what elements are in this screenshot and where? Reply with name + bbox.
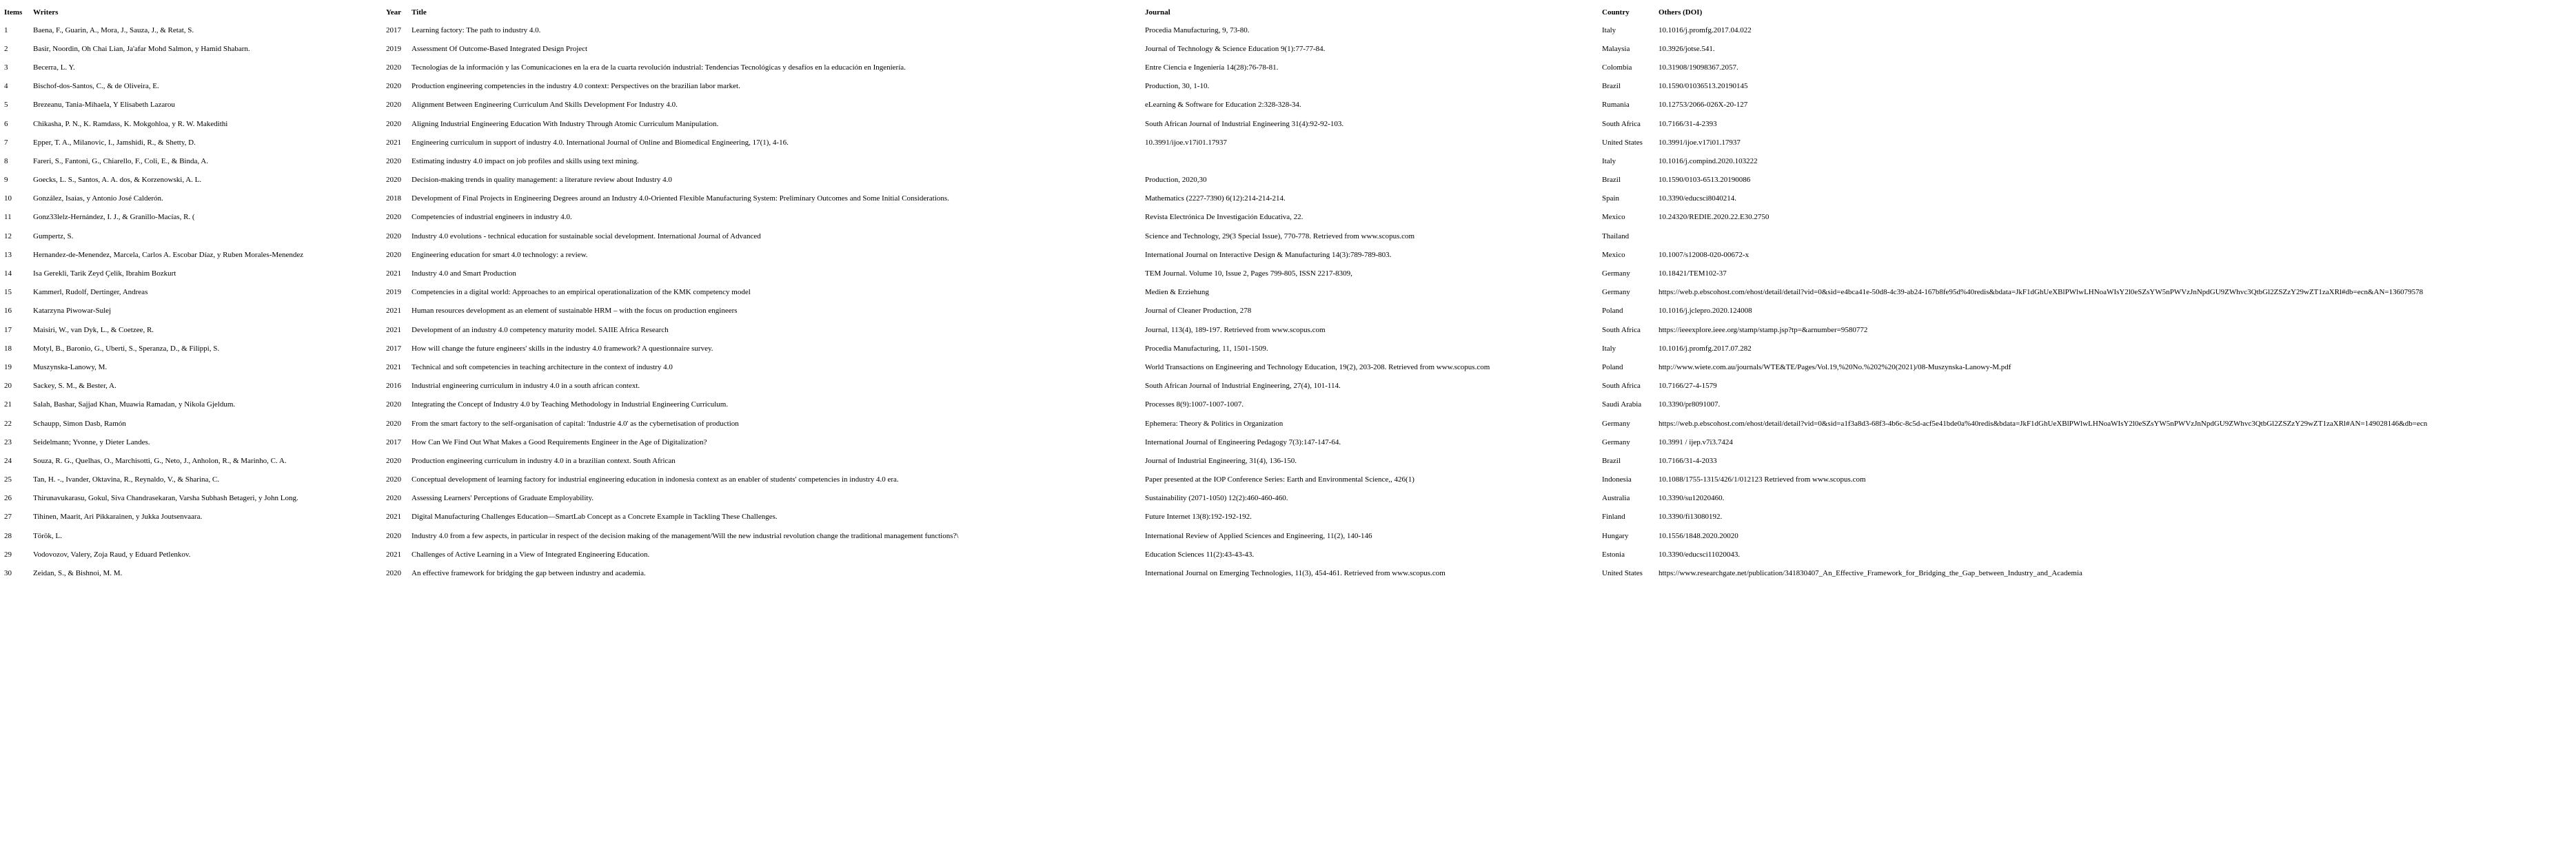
country-cell: Germany: [1602, 288, 1630, 297]
writers-cell: González, Isaías, y Antonio José Calderón.: [33, 194, 163, 203]
writers-cell: Vodovozov, Valery, Zoja Raud, y Eduard Petlenkov.: [33, 550, 191, 559]
writers-cell: Thirunavukarasu, Gokul, Siva Chandrasekaran, Varsha Subhash Betageri, y John Long.: [33, 494, 298, 503]
journal-cell: Education Sciences 11(2):43-43-43.: [1145, 550, 1255, 559]
item-number-cell: 14: [4, 269, 12, 278]
title-cell: Challenges of Active Learning in a View of Integrated Engineering Education.: [412, 550, 650, 559]
item-number-cell: 25: [4, 475, 12, 484]
year-cell: 2020: [386, 101, 401, 110]
journal-cell: 10.3991/ijoe.v17i01.17937: [1145, 138, 1227, 147]
doi-cell: 10.31908/19098367.2057.: [1659, 63, 1738, 72]
doi-cell: [1657, 227, 2567, 245]
journal-cell: Journal of Technology & Science Education 9(1):77-77-84.: [1145, 44, 1326, 53]
writers-cell: Hernandez-de-Menendez, Marcela, Carlos A. Escobar Díaz, y Ruben Morales-Menendez: [33, 250, 304, 259]
country-cell: Italy: [1602, 156, 1616, 165]
table-row: [3, 77, 2567, 96]
title-cell: Tecnologías de la información y las Comunicaciones en la era de la cuarta revolución industrial: Tendencias Tecnológicas y desafíos en la educación en Ingeniería.: [412, 63, 906, 72]
writers-cell: Zeidan, S., & Bishnoi, M. M.: [33, 569, 123, 578]
country-cell: Thailand: [1602, 231, 1630, 240]
title-cell: An effective framework for bridging the gap between industry and academia.: [412, 569, 646, 578]
doi-cell: 10.1590/01036513.20190145: [1659, 82, 1748, 91]
year-cell: 2019: [386, 44, 401, 53]
journal-cell: Sustainability (2071-1050) 12(2):460-460-460.: [1145, 494, 1288, 503]
table-row: [3, 114, 2567, 133]
item-number-cell: 4: [4, 82, 8, 91]
journal-cell: Journal, 113(4), 189-197. Retrieved from www.scopus.com: [1145, 325, 1326, 334]
year-cell: 2020: [386, 119, 401, 128]
country-cell: Poland: [1602, 307, 1623, 316]
item-number-cell: 9: [4, 176, 8, 185]
title-cell: Competencies of industrial engineers in industry 4.0.: [412, 213, 572, 222]
table-row: [3, 152, 2567, 170]
item-number-cell: 26: [4, 494, 12, 503]
table-row: [3, 39, 2567, 58]
year-cell: 2020: [386, 494, 401, 503]
year-cell: 2020: [386, 531, 401, 540]
doi-cell: 10.1007/s12008-020-00672-x: [1659, 250, 1750, 259]
journal-cell: Medien & Erziehung: [1145, 288, 1209, 297]
title-cell: Human resources development as an element of sustainable HRM – with the focus on production engineers: [412, 307, 738, 316]
year-cell: 2020: [386, 231, 401, 240]
item-number-cell: 1: [4, 25, 8, 34]
table-row: [3, 508, 2567, 526]
item-number-cell: 8: [4, 156, 8, 165]
doi-cell: 10.3390/fi13080192.: [1659, 513, 1723, 522]
title-cell: Assessment Of Outcome-Based Integrated Design Project: [412, 44, 588, 53]
title-cell: Industrial engineering curriculum in industry 4.0 in a south african context.: [412, 382, 640, 391]
item-number-cell: 19: [4, 362, 12, 371]
country-cell: Spain: [1602, 194, 1620, 203]
writers-cell: Motyl, B., Baronio, G., Uberti, S., Speranza, D., & Filippi, S.: [33, 344, 220, 353]
country-cell: Saudi Arabia: [1602, 400, 1642, 409]
doi-cell: 10.3390/educsci8040214.: [1659, 194, 1737, 203]
journal-cell: Production, 30, 1-10.: [1145, 82, 1210, 91]
item-number-cell: 12: [4, 231, 12, 240]
writers-cell: Chikasha, P. N., K. Ramdass, K. Mokgohloa, y R. W. Makedithi: [33, 119, 228, 128]
table-row: [3, 96, 2567, 114]
table-row: [3, 564, 2567, 582]
journal-cell: TEM Journal. Volume 10, Issue 2, Pages 799-805, ISSN 2217-8309,: [1145, 269, 1352, 278]
table-row: [3, 339, 2567, 358]
doi-cell: 10.24320/REDIE.2020.22.E30.2750: [1659, 213, 1769, 222]
year-cell: 2020: [386, 176, 401, 185]
writers-cell: Gonz33lelz-Hernández, I. J., & Granillo-Macías, R. (: [33, 213, 195, 222]
country-cell: Hungary: [1602, 531, 1629, 540]
doi-cell: 10.1088/1755-1315/426/1/012123 Retrieved from www.scopus.com: [1659, 475, 1866, 484]
doi-cell: 10.12753/2066-026X-20-127: [1659, 101, 1748, 110]
table-row: [3, 302, 2567, 320]
journal-cell: Paper presented at the IOP Conference Series: Earth and Environmental Science,, 426(1): [1145, 475, 1414, 484]
title-cell: Development of Final Projects in Engineering Degrees around an Industry 4.0-Oriented Flexible Manufacturing System: Preliminary Outcomes and Some Initial Considerations.: [412, 194, 949, 203]
title-cell: Engineering education for smart 4.0 technology: a review.: [412, 250, 588, 259]
item-number-cell: 30: [4, 569, 12, 578]
journal-cell: Future Internet 13(8):192-192-192.: [1145, 513, 1252, 522]
doi-cell: 10.7166/31-4-2033: [1659, 456, 1717, 465]
journal-cell: [1144, 152, 1601, 170]
country-cell: Mexico: [1602, 213, 1625, 222]
item-number-cell: 28: [4, 531, 12, 540]
writers-cell: Seidelmann; Yvonne, y Dieter Landes.: [33, 438, 150, 446]
doi-cell: 10.3390/su12020460.: [1659, 494, 1725, 503]
title-cell: How Can We Find Out What Makes a Good Requirements Engineer in the Age of Digitalization?: [412, 438, 707, 446]
writers-cell: Bischof-dos-Santos, C., & de Oliveira, E.: [33, 82, 159, 91]
year-cell: 2020: [386, 400, 401, 409]
title-cell: Alignment Between Engineering Curriculum And Skills Development For Industry 4.0.: [412, 101, 678, 110]
journal-cell: Entre Ciencia e Ingeniería 14(28):76-78-81.: [1145, 63, 1279, 72]
journal-cell: Journal of Industrial Engineering, 31(4), 136-150.: [1145, 456, 1297, 465]
year-cell: 2020: [386, 419, 401, 428]
journal-cell: Ephemera: Theory & Politics in Organization: [1145, 419, 1284, 428]
writers-cell: Tihinen, Maarit, Ari Pikkarainen, y Jukka Joutsenvaara.: [33, 513, 203, 522]
table-row: [3, 227, 2567, 245]
country-cell: South Africa: [1602, 382, 1641, 391]
country-cell: South Africa: [1602, 325, 1641, 334]
year-cell: 2020: [386, 63, 401, 72]
writers-cell: Maisiri, W., van Dyk, L., & Coetzee, R.: [33, 325, 154, 334]
writers-cell: Gumpertz, S.: [33, 231, 74, 240]
table-row: [3, 58, 2567, 76]
country-cell: Brazil: [1602, 176, 1621, 185]
item-number-cell: 16: [4, 307, 12, 316]
journal-cell: Mathematics (2227-7390) 6(12):214-214-214.: [1145, 194, 1286, 203]
item-number-cell: 23: [4, 438, 12, 446]
doi-cell: 10.1016/j.compind.2020.103222: [1659, 156, 1758, 165]
table-row: [3, 283, 2567, 302]
doi-cell: 10.7166/27-4-1579: [1659, 382, 1717, 391]
doi-cell: 10.1016/j.promfg.2017.04.022: [1659, 25, 1752, 34]
title-cell: Assessing Learners' Perceptions of Graduate Employability.: [412, 494, 594, 503]
title-cell: Estimating industry 4.0 impact on job profiles and skills using text mining.: [412, 156, 639, 165]
title-cell: Development of an industry 4.0 competency maturity model. SAIIE Africa Research: [412, 325, 669, 334]
doi-cell: 10.1016/j.jclepro.2020.124008: [1659, 307, 1752, 316]
table-row: [3, 358, 2567, 376]
year-cell: 2017: [386, 438, 401, 446]
doi-cell: 10.1556/1848.2020.20020: [1659, 531, 1738, 540]
writers-cell: Becerra, L. Y.: [33, 63, 75, 72]
doi-cell: https://www.researchgate.net/publication/341830407_An_Effective_Framework_for_Bridging_the_Gap_between_Industry_and_Academia: [1659, 569, 2082, 578]
title-cell: Production engineering curriculum in industry 4.0 in a brazilian context. South African: [412, 456, 676, 465]
year-cell: 2021: [386, 269, 401, 278]
header-journal: Journal: [1145, 8, 1170, 17]
doi-cell: 10.3390/pr8091007.: [1659, 400, 1721, 409]
journal-cell: Science and Technology, 29(3 Special Issue), 770-778. Retrieved from www.scopus.com: [1145, 231, 1415, 240]
journal-cell: International Journal on Interactive Design & Manufacturing 14(3):789-789-803.: [1145, 250, 1392, 259]
country-cell: Italy: [1602, 25, 1616, 34]
header-country: Country: [1602, 8, 1630, 17]
table-row: [3, 471, 2567, 489]
header-items: Items: [4, 8, 23, 17]
writers-cell: Salah, Bashar, Sajjad Khan, Muawia Ramadan, y Nikola Gjeldum.: [33, 400, 236, 409]
header-writers: Writers: [33, 8, 59, 17]
country-cell: South Africa: [1602, 119, 1641, 128]
table-row: [3, 395, 2567, 414]
item-number-cell: 2: [4, 44, 8, 53]
item-number-cell: 5: [4, 101, 8, 110]
writers-cell: Goecks, L. S., Santos, A. A. dos, & Korzenowski, A. L.: [33, 176, 202, 185]
title-cell: Industry 4.0 and Smart Production: [412, 269, 516, 278]
year-cell: 2020: [386, 156, 401, 165]
year-cell: 2020: [386, 213, 401, 222]
table-row: [3, 245, 2567, 264]
country-cell: Poland: [1602, 362, 1623, 371]
table-row: [3, 433, 2567, 451]
doi-cell: 10.3926/jotse.541.: [1659, 44, 1715, 53]
title-cell: Competencies in a digital world: Approaches to an empirical operationalization of the KMK competency model: [412, 288, 751, 297]
item-number-cell: 27: [4, 513, 12, 522]
header-doi: Others (DOI): [1659, 8, 1703, 17]
country-cell: Indonesia: [1602, 475, 1632, 484]
year-cell: 2021: [386, 138, 401, 147]
title-cell: How will change the future engineers' skills in the industry 4.0 framework? A questionnaire survey.: [412, 344, 713, 353]
table-row: [3, 21, 2567, 39]
title-cell: Industry 4.0 evolutions - technical education for sustainable social development. International Journal of Advanced: [412, 231, 761, 240]
year-cell: 2020: [386, 456, 401, 465]
header-year: Year: [386, 8, 401, 17]
header-row: [3, 4, 2567, 21]
journal-cell: Revista Electrónica De Investigación Educativa, 22.: [1145, 213, 1304, 222]
table-row: [3, 414, 2567, 433]
item-number-cell: 11: [4, 213, 12, 222]
doi-cell: https://web.p.ebscohost.com/ehost/detail/detail?vid=0&sid=a1f3a8d3-68f3-4b6c-8c5d-acf5e41bde0a%40redis&bdata=JkF1dGhUeXBlPWlwLHNoaWIsY2l0eSZsYW5nPWVzJnNpdGU9ZWhvc3QtbGl2ZSZzY29wZT1zaXRl#AN=149028146&db=ecn: [1659, 419, 2428, 428]
doi-cell: http://www.wiete.com.au/journals/WTE&TE/Pages/Vol.19,%20No.%202%20(2021)/08-Muszynska-Lanowy-M.pdf: [1659, 362, 2011, 371]
doi-cell: 10.18421/TEM102-37: [1659, 269, 1727, 278]
journal-cell: South African Journal of Industrial Engineering 31(4):92-92-103.: [1145, 119, 1344, 128]
doi-cell: 10.3991 / ijep.v7i3.7424: [1659, 438, 1733, 446]
country-cell: Germany: [1602, 419, 1630, 428]
title-cell: Technical and soft competencies in teaching architecture in the context of industry 4.0: [412, 362, 673, 371]
item-number-cell: 7: [4, 138, 8, 147]
item-number-cell: 13: [4, 250, 12, 259]
journal-cell: eLearning & Software for Education 2:328-328-34.: [1145, 101, 1301, 110]
item-number-cell: 24: [4, 456, 12, 465]
doi-cell: https://web.p.ebscohost.com/ehost/detail/detail?vid=0&sid=e4bca41e-50d8-4c39-ab24-167b8fe95d%40redis&bdata=JkF1dGhUeXBlPWlwLHNoaWIsY2l0eSZsYW5nPWVzJnNpdGU9ZWhvc3QtbGl2ZSZzY29wZT1zaXRl#db=ecn&AN=136079578: [1659, 288, 2424, 297]
table-row: [3, 320, 2567, 339]
writers-cell: Katarzyna Piwowar-Sulej: [33, 307, 112, 316]
item-number-cell: 29: [4, 550, 12, 559]
year-cell: 2019: [386, 288, 401, 297]
title-cell: Conceptual development of learning factory for industrial engineering education in indonesia context as an enabler of students' competencies in industry 4.0 era.: [412, 475, 899, 484]
item-number-cell: 20: [4, 382, 12, 391]
title-cell: Learning factory: The path to industry 4.0.: [412, 25, 541, 34]
table-row: [3, 451, 2567, 470]
writers-cell: Baena, F., Guarin, A., Mora, J., Sauza, J., & Retat, S.: [33, 25, 194, 34]
writers-cell: Török, L.: [33, 531, 62, 540]
table-row: [3, 526, 2567, 545]
doi-cell: https://ieeexplore.ieee.org/stamp/stamp.jsp?tp=&arnumber=9580772: [1659, 325, 1868, 334]
table-row: [3, 545, 2567, 564]
country-cell: Colombia: [1602, 63, 1632, 72]
country-cell: Australia: [1602, 494, 1630, 503]
year-cell: 2020: [386, 475, 401, 484]
references-table: [3, 4, 2567, 583]
country-cell: Brazil: [1602, 456, 1621, 465]
country-cell: Malaysia: [1602, 44, 1630, 53]
doi-cell: 10.1590/0103-6513.20190086: [1659, 176, 1751, 185]
item-number-cell: 15: [4, 288, 12, 297]
title-cell: Aligning Industrial Engineering Education With Industry Through Atomic Curriculum Manipulation.: [412, 119, 719, 128]
country-cell: United States: [1602, 138, 1643, 147]
year-cell: 2020: [386, 569, 401, 578]
title-cell: Production engineering competencies in the industry 4.0 context: Perspectives on the brazilian labor market.: [412, 82, 740, 91]
journal-cell: Production, 2020,30: [1145, 176, 1207, 185]
year-cell: 2017: [386, 25, 401, 34]
table-row: [3, 189, 2567, 208]
journal-cell: Processes 8(9):1007-1007-1007.: [1145, 400, 1244, 409]
title-cell: Decision-making trends in quality management: a literature review about Industry 4.0: [412, 176, 672, 185]
title-cell: Engineering curriculum in support of industry 4.0. International Journal of Online and Biomedical Engineering, 17(1), 4-16.: [412, 138, 789, 147]
journal-cell: Procedia Manufacturing, 9, 73-80.: [1145, 25, 1250, 34]
header-title: Title: [412, 8, 427, 17]
item-number-cell: 17: [4, 325, 12, 334]
doi-cell: 10.3390/educsci11020043.: [1659, 550, 1741, 559]
title-cell: Integrating the Concept of Industry 4.0 by Teaching Methodology in Industrial Engineering Curriculum.: [412, 400, 729, 409]
item-number-cell: 6: [4, 119, 8, 128]
table-row: [3, 377, 2567, 395]
item-number-cell: 3: [4, 63, 8, 72]
title-cell: Industry 4.0 from a few aspects, in particular in respect of the decision making of the management/Will the new industrial revolution change the traditional management functions?\: [412, 531, 959, 540]
year-cell: 2020: [386, 250, 401, 259]
writers-cell: Souza, R. G., Quelhas, O., Marchisotti, G., Neto, J., Anholon, R., & Marinho, C. A.: [33, 456, 287, 465]
journal-cell: World Transactions on Engineering and Technology Education, 19(2), 203-208. Retrieved from www.scopus.com: [1145, 362, 1490, 371]
writers-cell: Epper, T. A., Milanovic, I., Jamshidi, R., & Shetty, D.: [33, 138, 196, 147]
item-number-cell: 18: [4, 344, 12, 353]
journal-cell: South African Journal of Industrial Engineering, 27(4), 101-114.: [1145, 382, 1341, 391]
year-cell: 2021: [386, 550, 401, 559]
table-row: [3, 133, 2567, 152]
writers-cell: Tan, H. -., Ivander, Oktavina, R., Reynaldo, V., & Sharina, C.: [33, 475, 219, 484]
writers-cell: Sackey, S. M., & Bester, A.: [33, 382, 116, 391]
journal-cell: Procedia Manufacturing, 11, 1501-1509.: [1145, 344, 1268, 353]
year-cell: 2016: [386, 382, 401, 391]
country-cell: United States: [1602, 569, 1643, 578]
writers-cell: Basir, Noordin, Oh Chai Lian, Ja'afar Mohd Salmon, y Hamid Shabarn.: [33, 44, 250, 53]
year-cell: 2020: [386, 82, 401, 91]
table-row: [3, 489, 2567, 508]
country-cell: Finland: [1602, 513, 1625, 522]
writers-cell: Kammerl, Rudolf, Dertinger, Andreas: [33, 288, 148, 297]
year-cell: 2017: [386, 344, 401, 353]
writers-cell: Schaupp, Simon Dasb, Ramón: [33, 419, 126, 428]
title-cell: From the smart factory to the self-organisation of capital: 'Industrie 4.0' as the cybernetisation of production: [412, 419, 739, 428]
journal-cell: International Review of Applied Sciences and Engineering, 11(2), 140-146: [1145, 531, 1372, 540]
country-cell: Germany: [1602, 269, 1630, 278]
writers-cell: Brezeanu, Tania-Mihaela, Y Elisabeth Lazarou: [33, 101, 175, 110]
item-number-cell: 10: [4, 194, 12, 203]
country-cell: Germany: [1602, 438, 1630, 446]
table-row: [3, 208, 2567, 227]
country-cell: Brazil: [1602, 82, 1621, 91]
doi-cell: 10.7166/31-4-2393: [1659, 119, 1717, 128]
item-number-cell: 21: [4, 400, 12, 409]
title-cell: Digital Manufacturing Challenges Education—SmartLab Concept as a Concrete Example in Tackling These Challenges.: [412, 513, 778, 522]
doi-cell: 10.3991/ijoe.v17i01.17937: [1659, 138, 1741, 147]
table-row: [3, 171, 2567, 189]
year-cell: 2021: [386, 362, 401, 371]
year-cell: 2021: [386, 513, 401, 522]
year-cell: 2021: [386, 325, 401, 334]
year-cell: 2021: [386, 307, 401, 316]
journal-cell: International Journal on Emerging Technologies, 11(3), 454-461. Retrieved from www.scopus.com: [1145, 569, 1446, 578]
item-number-cell: 22: [4, 419, 12, 428]
country-cell: Mexico: [1602, 250, 1625, 259]
journal-cell: International Journal of Engineering Pedagogy 7(3):147-147-64.: [1145, 438, 1341, 446]
journal-cell: Journal of Cleaner Production, 278: [1145, 307, 1252, 316]
country-cell: Estonia: [1602, 550, 1625, 559]
writers-cell: Fareri, S., Fantoni, G., Chiarello, F., Coli, E., & Binda, A.: [33, 156, 208, 165]
year-cell: 2018: [386, 194, 401, 203]
country-cell: Italy: [1602, 344, 1616, 353]
doi-cell: 10.1016/j.promfg.2017.07.282: [1659, 344, 1752, 353]
writers-cell: Isa Gerekli, Tarik Zeyd Çelik, Ibrahim Bozkurt: [33, 269, 176, 278]
writers-cell: Muszynska-Lanowy, M.: [33, 362, 108, 371]
country-cell: Rumania: [1602, 101, 1630, 110]
table-row: [3, 264, 2567, 282]
